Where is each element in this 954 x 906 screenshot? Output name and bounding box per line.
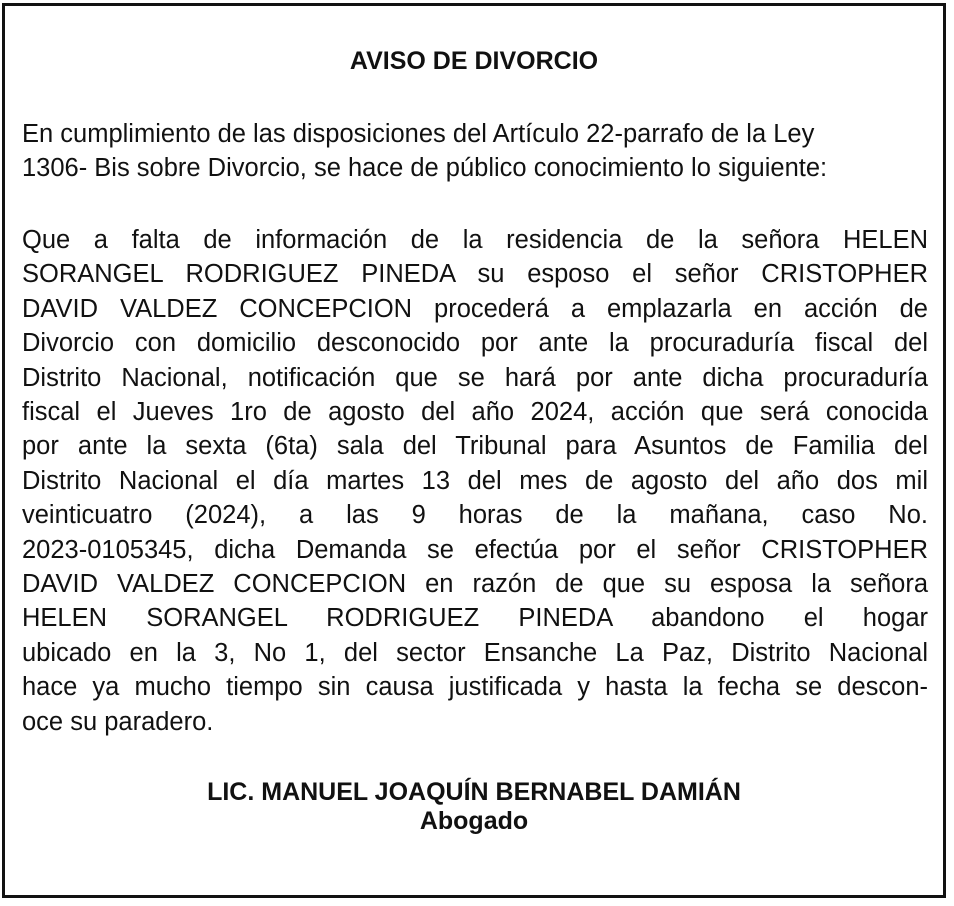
signature-name: LIC. MANUEL JOAQUÍN BERNABEL DAMIÁN	[207, 778, 741, 806]
body-line: Divorcio con domicilio desconocido por ante la procuraduría fiscal del	[22, 329, 928, 358]
body-line: HELEN SORANGEL RODRIGUEZ PINEDA abandono el hogar	[22, 604, 928, 633]
divorce-notice	[2, 3, 946, 898]
body-line: ubicado en la 3, No 1, del sector Ensanche La Paz, Distrito Nacional	[22, 638, 928, 667]
body-line: hace ya mucho tiempo sin causa justificada y hasta la fecha se descon-	[22, 673, 928, 702]
body-line: por ante la sexta (6ta) sala del Tribunal para Asuntos de Familia del	[22, 432, 928, 461]
body-line: veinticuatro (2024), a las 9 horas de la mañana, caso No.	[22, 501, 928, 530]
intro-line: 1306- Bis sobre Divorcio, se hace de público conocimiento lo siguiente:	[22, 154, 828, 183]
body-line: DAVID VALDEZ CONCEPCION procederá a emplazarla en acción de	[22, 294, 928, 323]
body-line: 2023-0105345, dicha Demanda se efectúa por el señor CRISTOPHER	[22, 535, 928, 564]
body-paragraph	[22, 223, 928, 739]
intro-paragraph	[22, 117, 928, 186]
notice-title: AVISO DE DIVORCIO	[349, 47, 599, 75]
body-line: SORANGEL RODRIGUEZ PINEDA su esposo el señor CRISTOPHER	[22, 260, 928, 289]
body-line: DAVID VALDEZ CONCEPCION en razón de que su esposa la señora	[22, 570, 928, 599]
signature-role: Abogado	[419, 807, 529, 835]
intro-line: En cumplimiento de las disposiciones del Artículo 22-parrafo de la Ley	[22, 120, 815, 148]
body-line: Distrito Nacional el día martes 13 del mes de agosto del año dos mil	[22, 466, 928, 495]
signature-block	[5, 778, 943, 836]
body-line: oce su paradero.	[22, 707, 214, 736]
body-line: Distrito Nacional, notificación que se hará por ante dicha procuraduría	[22, 363, 928, 392]
body-line: Que a falta de información de la residencia de la señora HELEN	[22, 226, 928, 254]
body-line: fiscal el Jueves 1ro de agosto del año 2024, acción que será conocida	[22, 398, 928, 427]
